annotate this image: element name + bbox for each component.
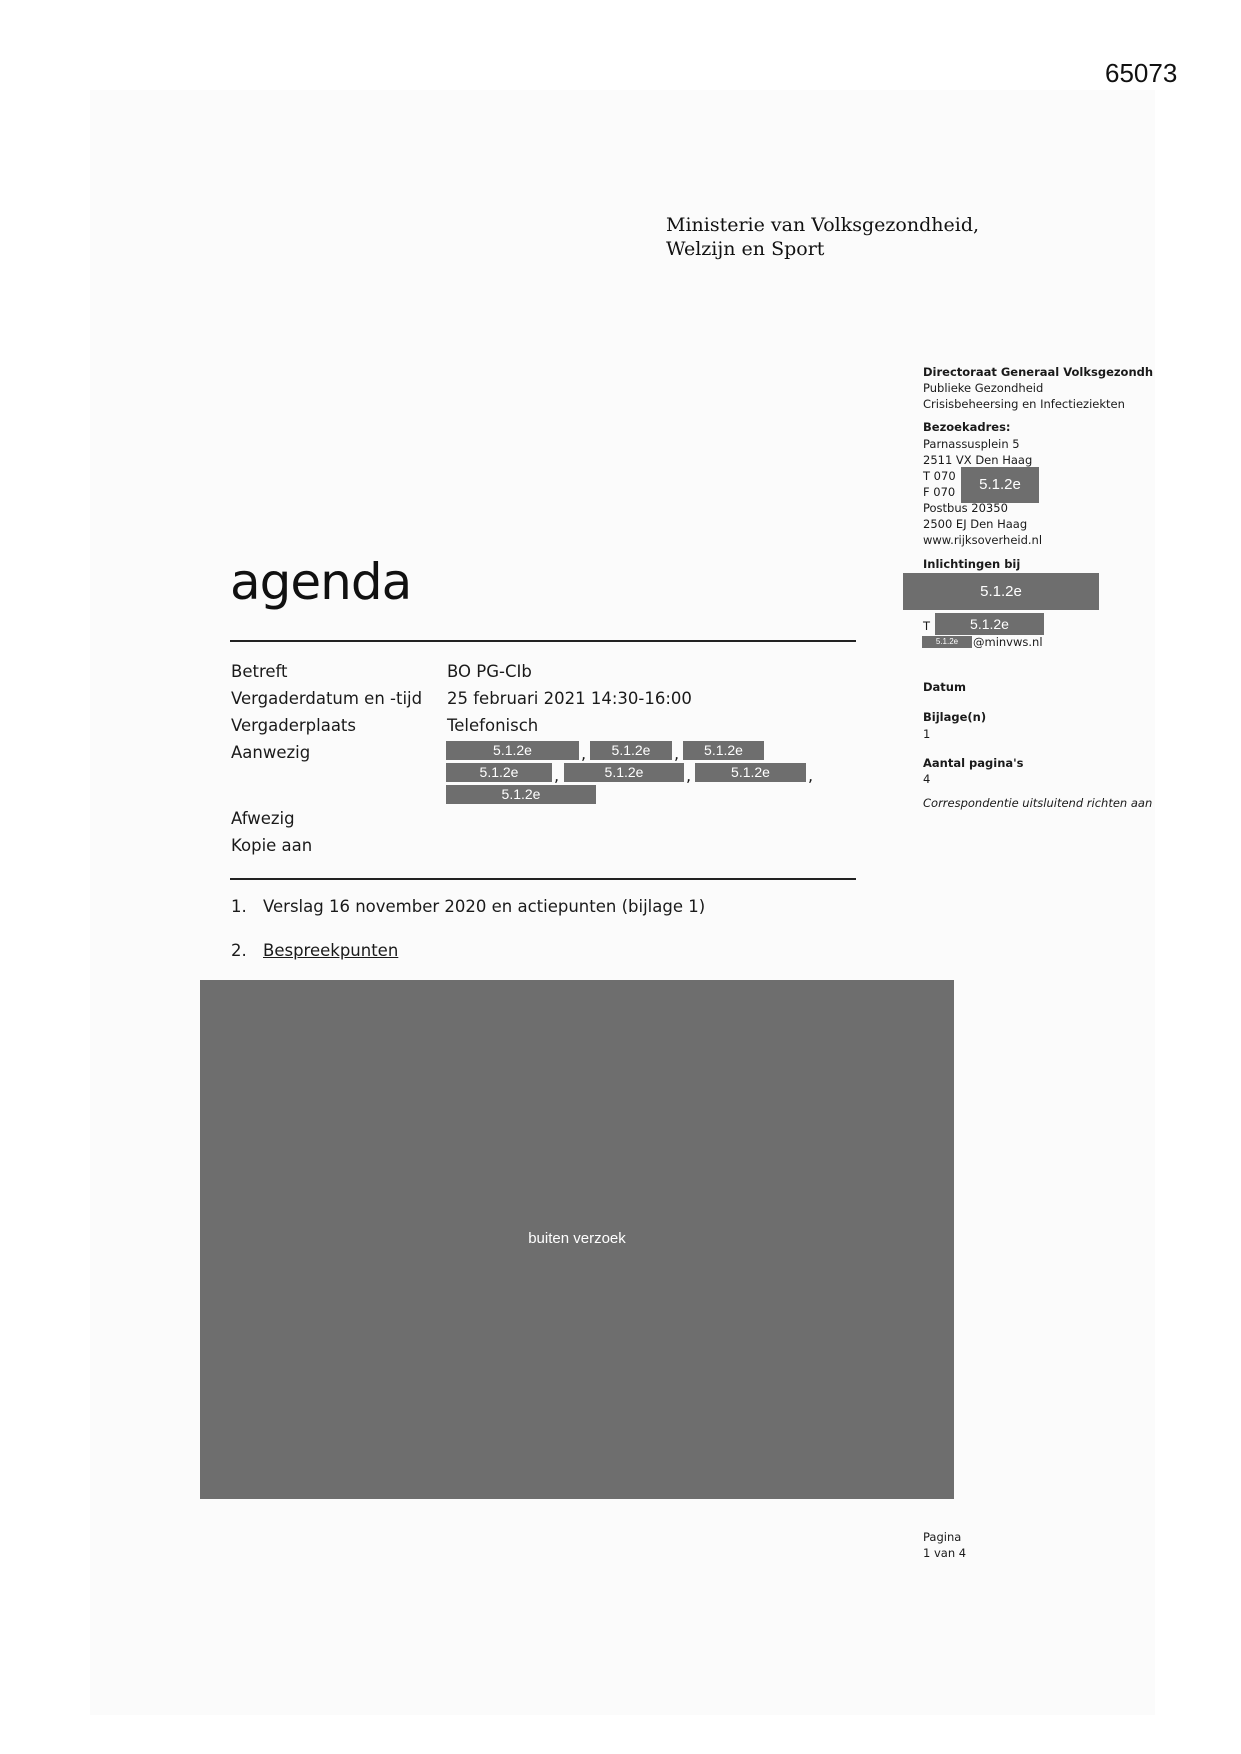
sidebar-datum-title: Datum bbox=[923, 680, 966, 694]
sidebar-org-line3: Crisisbeheersing en Infectieziekten bbox=[923, 397, 1125, 411]
redaction-reason: buiten verzoek bbox=[528, 1230, 626, 1247]
redacted-email-user: 5.1.2e bbox=[922, 636, 972, 648]
ministry-line-2: Welzijn en Sport bbox=[666, 238, 825, 260]
page-label: Pagina bbox=[923, 1530, 962, 1544]
comma-separator: , bbox=[581, 744, 587, 763]
document-number: 65073 bbox=[1105, 58, 1178, 88]
vergaderdatum-value: 25 februari 2021 14:30-16:00 bbox=[447, 689, 692, 708]
sidebar-org-line2: Publieke Gezondheid bbox=[923, 381, 1044, 395]
afwezig-label: Afwezig bbox=[231, 809, 295, 828]
redacted-attendee: 5.1.2e bbox=[446, 763, 552, 782]
sidebar-website: www.rijksoverheid.nl bbox=[923, 533, 1043, 547]
redacted-attendee: 5.1.2e bbox=[446, 741, 579, 760]
redacted-contact-name: 5.1.2e bbox=[903, 573, 1099, 610]
sidebar-bijlage-title: Bijlage(n) bbox=[923, 710, 987, 724]
sidebar-tel: T 070 bbox=[923, 469, 956, 483]
agenda-item-2 bbox=[231, 941, 398, 960]
sidebar-paginas-title: Aantal pagina's bbox=[923, 756, 1024, 770]
vergaderplaats-value: Telefonisch bbox=[447, 716, 539, 735]
redacted-attendee: 5.1.2e bbox=[446, 785, 596, 804]
sidebar-fax: F 070 bbox=[923, 485, 956, 499]
sidebar-bijlage-value: 1 bbox=[923, 727, 931, 741]
agenda-item-1 bbox=[231, 897, 705, 916]
sidebar-inlichtingen-title: Inlichtingen bij bbox=[923, 557, 1021, 571]
sidebar-paginas-value: 4 bbox=[923, 772, 931, 786]
sidebar-postbus: Postbus 20350 bbox=[923, 501, 1008, 515]
sidebar-address2: 2511 VX Den Haag bbox=[923, 453, 1033, 467]
sidebar-t-prefix: T bbox=[923, 619, 931, 633]
comma-separator: , bbox=[674, 744, 680, 763]
sidebar-bezoekadres-title: Bezoekadres: bbox=[923, 420, 1011, 434]
sidebar-address1: Parnassusplein 5 bbox=[923, 437, 1020, 451]
item-number: 1. bbox=[231, 897, 247, 916]
item-number: 2. bbox=[231, 941, 247, 960]
betreft-label: Betreft bbox=[231, 662, 288, 681]
vergaderplaats-label: Vergaderplaats bbox=[231, 716, 356, 735]
sidebar-correspondentie: Correspondentie uitsluitend richten aan bbox=[923, 796, 1153, 810]
page-number: 1 van 4 bbox=[923, 1546, 967, 1560]
redacted-attendee: 5.1.2e bbox=[683, 741, 764, 760]
redacted-attendee: 5.1.2e bbox=[564, 763, 684, 782]
ministry-logo-text bbox=[666, 213, 979, 261]
bottom-divider bbox=[230, 878, 856, 880]
ministry-line-1: Ministerie van Volksgezondheid, bbox=[666, 214, 980, 236]
redacted-phone: 5.1.2e bbox=[961, 467, 1039, 503]
item-text: Bespreekpunten bbox=[263, 941, 399, 960]
sidebar-org-title: Directoraat Generaal Volksgezondh bbox=[923, 365, 1154, 379]
vergaderdatum-label: Vergaderdatum en -tijd bbox=[231, 689, 423, 708]
redacted-attendee: 5.1.2e bbox=[590, 741, 672, 760]
large-redaction-block bbox=[200, 980, 954, 1499]
kopie-label: Kopie aan bbox=[231, 836, 313, 855]
sidebar-postcode: 2500 EJ Den Haag bbox=[923, 517, 1028, 531]
item-text: Verslag 16 november 2020 en actiepunten (bijlage 1) bbox=[263, 897, 706, 916]
top-divider bbox=[230, 640, 856, 642]
betreft-value: BO PG-CIb bbox=[447, 662, 532, 681]
aanwezig-label: Aanwezig bbox=[231, 743, 311, 762]
sidebar-email-domain: @minvws.nl bbox=[973, 635, 1043, 649]
redacted-attendee: 5.1.2e bbox=[695, 763, 806, 782]
comma-separator: , bbox=[686, 766, 692, 785]
page-title: agenda bbox=[230, 553, 412, 611]
comma-separator: , bbox=[808, 766, 814, 785]
comma-separator: , bbox=[554, 766, 560, 785]
redacted-contact-phone: 5.1.2e bbox=[935, 613, 1044, 635]
